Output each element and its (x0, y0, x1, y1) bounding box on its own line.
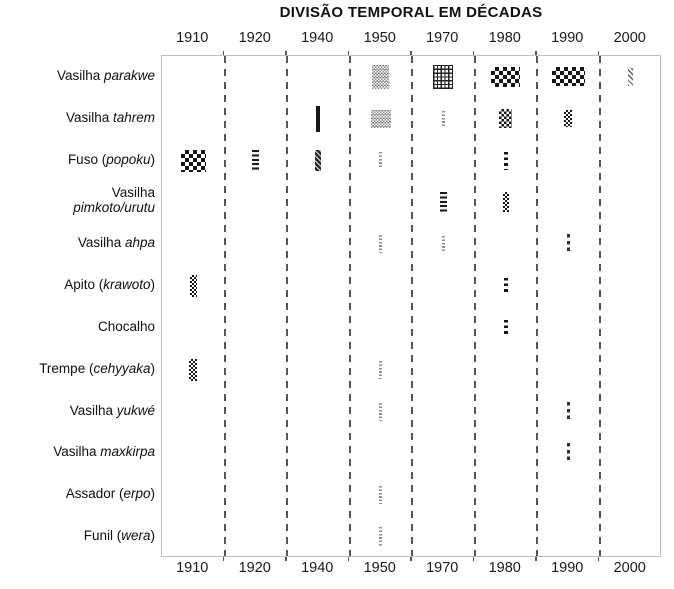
row-label-native-term: maxkirpa (100, 444, 155, 460)
decade-separator (474, 56, 476, 556)
row-label-native-term: erpo (123, 486, 151, 502)
decade-label-bottom: 1910 (176, 560, 209, 576)
row-label-text: Chocalho (97, 318, 155, 334)
timeline-mark (181, 150, 206, 172)
timeline-mark (379, 403, 382, 421)
timeline-mark (379, 486, 382, 504)
axis-tick-bottom (223, 557, 225, 561)
row-label (73, 185, 155, 215)
row-label-text: Funil ( (83, 528, 122, 544)
timeline-mark (440, 192, 447, 212)
decade-label-top: 1970 (426, 30, 459, 46)
decade-separator (286, 56, 288, 556)
timeline-mark (552, 67, 585, 86)
timeline-mark (442, 111, 445, 126)
row-label (66, 486, 155, 501)
row-label-text: ) (150, 486, 155, 502)
row-label-text: ) (150, 151, 155, 167)
timeline-mark (628, 68, 633, 86)
row-label-native-term: yukwé (116, 402, 155, 418)
decade-label-bottom: 1920 (238, 560, 271, 576)
timeline-mark (442, 236, 445, 252)
row-label (57, 68, 155, 83)
timeline-mark (564, 110, 572, 127)
row-label-native-term: ahpa (124, 235, 155, 251)
axis-tick-top (285, 51, 287, 55)
plot-area (161, 55, 661, 557)
timeline-mark (433, 65, 453, 89)
axis-tick-top (223, 51, 225, 55)
row-label-text: Vasilha (69, 402, 117, 418)
row-label-text: Assador ( (65, 486, 124, 502)
row-label-native-term: parakwe (103, 67, 155, 83)
decade-label-top: 1990 (551, 30, 584, 46)
row-label (53, 444, 155, 459)
decade-label-bottom: 1950 (363, 560, 396, 576)
decade-label-bottom: 2000 (613, 560, 646, 576)
timeline-mark (372, 65, 389, 89)
row-label-text: Vasilha (56, 67, 104, 83)
row-label-native-term: popoku (106, 151, 151, 167)
timeline-mark (504, 152, 508, 170)
decade-label-bottom: 1980 (488, 560, 521, 576)
decade-separator (224, 56, 226, 556)
chart-title: DIVISÃO TEMPORAL EM DÉCADAS (279, 4, 543, 21)
timeline-mark (567, 443, 570, 463)
row-label (70, 403, 155, 418)
timeline-mark (371, 110, 391, 128)
decade-separator (349, 56, 351, 556)
decade-label-top: 2000 (613, 30, 646, 46)
row-label-text: Fuso ( (67, 151, 107, 167)
decade-separator (599, 56, 601, 556)
axis-tick-top (410, 51, 412, 55)
row-label (66, 110, 155, 125)
decade-label-top: 1920 (238, 30, 271, 46)
axis-tick-top (473, 51, 475, 55)
decade-label-top: 1950 (363, 30, 396, 46)
decade-separator (536, 56, 538, 556)
row-label-text: Vasilha (65, 109, 113, 125)
row-label (84, 528, 155, 543)
decade-separator (411, 56, 413, 556)
timeline-mark (379, 527, 382, 547)
decade-label-top: 1980 (488, 30, 521, 46)
row-label (78, 235, 155, 250)
row-label-text: ) (150, 277, 155, 293)
timeline-mark (316, 106, 320, 132)
decade-label-top: 1910 (176, 30, 209, 46)
timeline-mark (189, 359, 197, 381)
axis-tick-top (535, 51, 537, 55)
timeline-mark (567, 402, 570, 422)
decade-label-bottom: 1990 (551, 560, 584, 576)
timeline-mark (567, 234, 570, 254)
timeline-mark (252, 150, 259, 171)
decade-label-top: 1940 (301, 30, 334, 46)
timeline-mark (379, 152, 382, 169)
row-label (98, 319, 155, 334)
timeline-mark (504, 278, 508, 295)
row-label (68, 152, 155, 167)
axis-tick-bottom (473, 557, 475, 561)
axis-tick-bottom (410, 557, 412, 561)
row-label-native-term: krawoto (103, 277, 151, 293)
axis-tick-bottom (348, 557, 350, 561)
axis-tick-bottom (285, 557, 287, 561)
row-label-text: ) (150, 360, 155, 376)
row-label-native-term: pimkoto/urutu (73, 200, 155, 216)
row-label-native-term: tahrem (112, 109, 155, 125)
row-label-text: Trempe ( (39, 360, 94, 376)
timeline-mark (315, 150, 321, 171)
axis-tick-bottom (535, 557, 537, 561)
row-label-native-term: wera (121, 528, 151, 544)
timeline-mark (499, 109, 512, 128)
decade-label-bottom: 1970 (426, 560, 459, 576)
row-label-text: Apito ( (64, 277, 104, 293)
row-label-text: Vasilha (111, 185, 155, 201)
timeline-mark (504, 320, 508, 336)
axis-tick-top (348, 51, 350, 55)
timeline-mark (503, 192, 509, 212)
decade-label-bottom: 1940 (301, 560, 334, 576)
row-label-text: Vasilha (53, 444, 101, 460)
row-label-native-term: cehyyaka (93, 360, 151, 376)
axis-tick-top (598, 51, 600, 55)
row-label-text: Vasilha (77, 235, 125, 251)
axis-tick-bottom (598, 557, 600, 561)
row-label (64, 277, 155, 292)
timeline-mark (379, 235, 382, 253)
row-label-text: ) (150, 528, 155, 544)
timeline-mark (491, 67, 520, 87)
row-label (39, 361, 155, 376)
timeline-mark (190, 275, 197, 297)
timeline-mark (379, 361, 382, 379)
